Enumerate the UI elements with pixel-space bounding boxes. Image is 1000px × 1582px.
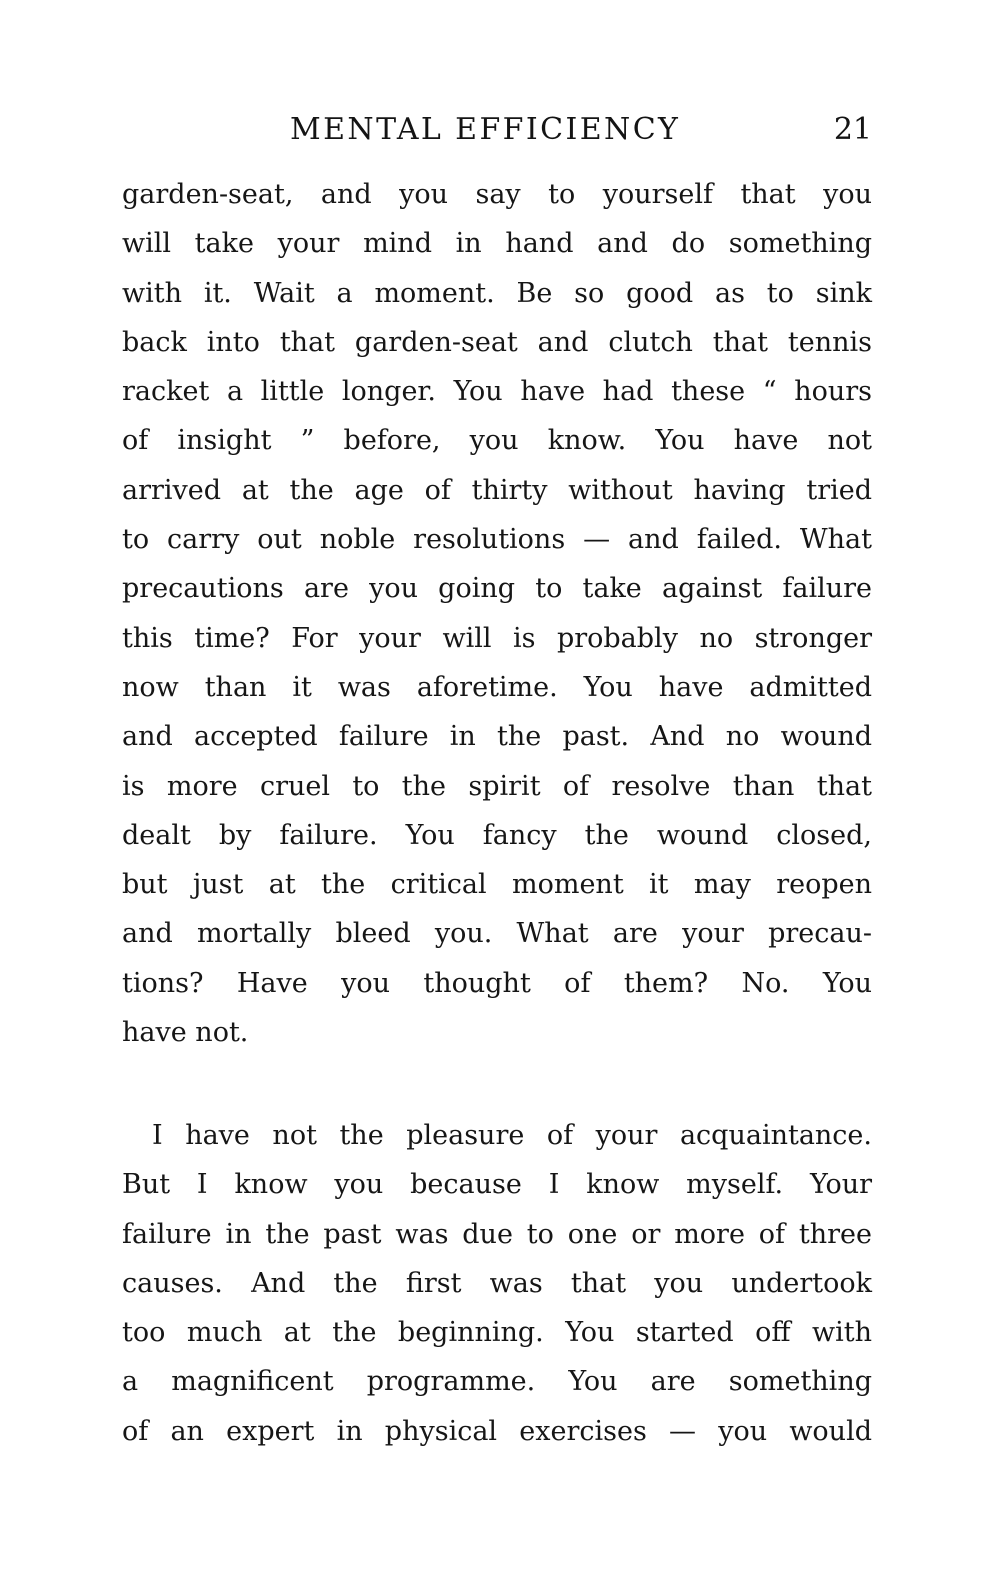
text-line: now than it was aforetime. You have admitted: [122, 671, 872, 703]
text-line: and accepted failure in the past. And no wound: [122, 721, 872, 753]
text-line: will take your mind in hand and do something: [122, 228, 872, 260]
text-line: of an expert in physical exercises — you would: [122, 1415, 872, 1447]
text-line: failure in the past was due to one or more of three: [122, 1218, 872, 1250]
text-line: too much at the beginning. You started off with: [122, 1317, 872, 1349]
text-line: but just at the critical moment it may reopen: [122, 869, 872, 901]
text-line: and mortally bleed you. What are your precau-: [122, 918, 872, 950]
page-number: 21: [833, 112, 872, 147]
text-line: is more cruel to the spirit of resolve than that: [122, 770, 872, 802]
text-line: to carry out noble resolutions — and failed. What: [122, 524, 872, 556]
text-line: But I know you because I know myself. Your: [122, 1169, 872, 1201]
running-title: MENTAL EFFICIENCY: [290, 112, 681, 147]
text-line: with it. Wait a moment. Be so good as to sink: [122, 277, 872, 309]
text-line: racket a little longer. You have had these “ hours: [122, 376, 872, 408]
text-line: of insight ” before, you know. You have not: [122, 425, 872, 457]
text-line: this time? For your will is probably no stronger: [122, 622, 872, 654]
paragraph-two: [122, 1111, 872, 1456]
text-line: tions? Have you thought of them? No. You: [122, 967, 872, 999]
paragraph-one: [122, 170, 872, 1057]
text-line: precautions are you going to take against failure: [122, 573, 872, 605]
running-head: [122, 112, 872, 152]
text-line: have not.: [122, 1017, 249, 1049]
text-line: I have not the pleasure of your acquaintance.: [152, 1120, 872, 1151]
text-line: arrived at the age of thirty without having tried: [122, 474, 872, 506]
text-line: dealt by failure. You fancy the wound closed,: [122, 819, 872, 851]
text-line: a magnificent programme. You are something: [122, 1366, 872, 1398]
text-line: back into that garden-seat and clutch that tennis: [122, 326, 872, 358]
text-line: garden-seat, and you say to yourself that you: [122, 179, 872, 210]
text-line: causes. And the first was that you undertook: [122, 1267, 872, 1299]
